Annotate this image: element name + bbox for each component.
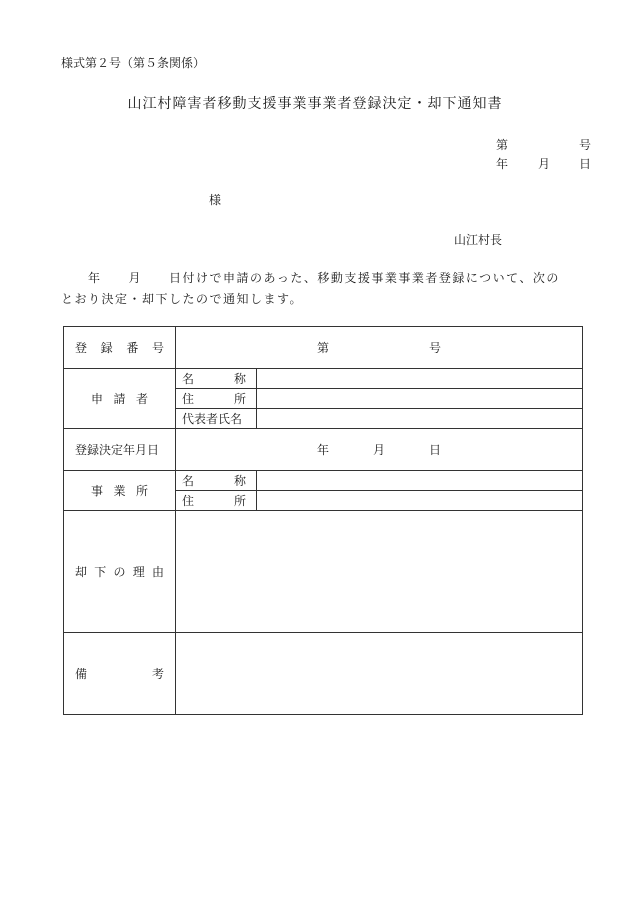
decision-day: 日 [429,443,442,457]
header-number-dai: 第 [496,138,509,152]
body-text-line-1: 年 月 日付けで申請のあった、移動支援事業事業者登録について、次の [61,271,560,285]
applicant-address-label: 住 所 [176,389,257,409]
row-rejection-reason [64,511,583,633]
decision-date-label: 登録決定年月日 [64,429,176,471]
sender-name: 山江村長 [454,233,503,247]
header-number-go: 号 [579,138,592,152]
remarks-label: 備 考 [64,633,176,715]
registration-number-label: 登 録 番 号 [64,327,176,369]
applicant-name-label: 名 称 [176,369,257,389]
body-text-line-2: とおり決定・却下したので通知します。 [61,292,304,306]
row-remarks [64,633,583,715]
row-office-name [64,471,583,491]
remarks-field[interactable] [176,633,583,715]
header-day: 日 [579,157,592,171]
row-applicant-name [64,369,583,389]
applicant-label: 申 請 者 [64,369,176,429]
decision-date-value [176,429,583,471]
office-address-field[interactable] [257,491,583,511]
rejection-reason-label: 却 下 の 理 由 [64,511,176,633]
applicant-representative-label: 代表者氏名 [176,409,257,429]
rejection-reason-field[interactable] [176,511,583,633]
reg-number-dai: 第 [316,341,329,355]
applicant-name-field[interactable] [257,369,583,389]
decision-month: 月 [372,443,385,457]
office-name-label: 名 称 [176,471,257,491]
office-address-label: 住 所 [176,491,257,511]
applicant-address-field[interactable] [257,389,583,409]
document-title: 山江村障害者移動支援事業事業者登録決定・却下通知書 [127,96,503,112]
notice-table [63,326,583,715]
addressee-suffix: 様 [209,193,222,207]
registration-number-value [176,327,583,369]
office-label: 事 業 所 [64,471,176,511]
office-name-field[interactable] [257,471,583,491]
applicant-representative-field[interactable] [257,409,583,429]
header-year: 年 [496,157,509,171]
reg-number-go: 号 [429,341,442,355]
row-registration-number [64,327,583,369]
form-number: 様式第２号（第５条関係） [61,56,206,70]
row-decision-date [64,429,583,471]
decision-year: 年 [316,443,329,457]
header-month: 月 [538,157,551,171]
